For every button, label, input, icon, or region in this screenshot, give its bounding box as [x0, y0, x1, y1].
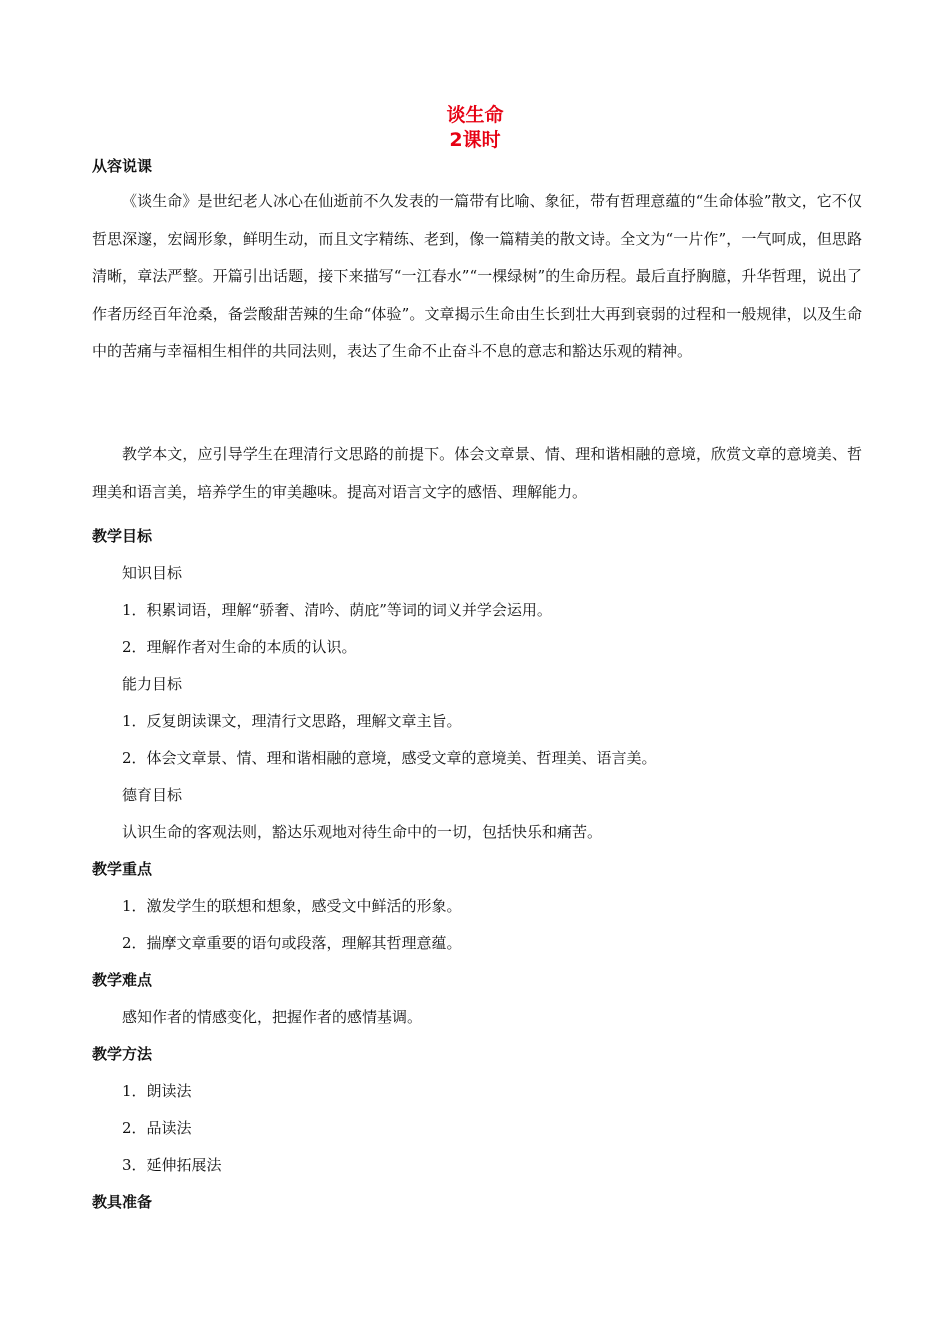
goal-knowledge-item: 2．理解作者对生命的本质的认识。 [122, 638, 357, 656]
difficulty-item: 感知作者的情感变化，把握作者的感情基调。 [122, 1008, 423, 1026]
method-item: 1．朗读法 [122, 1082, 192, 1100]
key-item: 1．激发学生的联想和想象，感受文中鲜活的形象。 [122, 897, 462, 915]
goal-knowledge-item: 1．积累词语，理解“骄奢、清吟、荫庇”等词的词义并学会运用。 [122, 601, 552, 619]
section-heading-key: 教学重点 [92, 860, 153, 878]
section-heading-difficulty: 教学难点 [92, 971, 153, 989]
intro-paragraph-2: 教学本文，应引导学生在理清行文思路的前提下。体会文章景、情、理和谐相融的意境，欣赏文章的意境美、哲理美和语言美，培养学生的审美趣味。提高对语言文字的感悟、理解能力。 [92, 445, 862, 501]
goal-label-ability: 能力目标 [122, 675, 183, 693]
key-item: 2．揣摩文章重要的语句或段落，理解其哲理意蕴。 [122, 934, 462, 952]
section-heading-goals: 教学目标 [92, 527, 153, 545]
goal-moral-item: 认识生命的客观法则，豁达乐观地对待生命中的一切，包括快乐和痛苦。 [122, 823, 603, 841]
goal-label-knowledge: 知识目标 [122, 564, 183, 582]
goal-ability-item: 2．体会文章景、情、理和谐相融的意境，感受文章的意境美、哲理美、语言美。 [122, 749, 657, 767]
section-heading-tools: 教具准备 [92, 1193, 153, 1211]
goal-ability-item: 1．反复朗读课文，理清行文思路，理解文章主旨。 [122, 712, 462, 730]
section-heading-intro: 从容说课 [92, 157, 153, 175]
section-heading-methods: 教学方法 [92, 1045, 153, 1063]
page-subtitle: 2课时 [449, 129, 501, 151]
page-title: 谈生命 [446, 104, 504, 126]
method-item: 3．延伸拓展法 [122, 1156, 222, 1174]
goal-label-moral: 德育目标 [122, 786, 183, 804]
method-item: 2．品读法 [122, 1119, 192, 1137]
intro-paragraph-1: 《谈生命》是世纪老人冰心在仙逝前不久发表的一篇带有比喻、象征，带有哲理意蕴的“生命体验”散文，它不仅哲思深邃，宏阔形象，鲜明生动，而且文字精练、老到，像一篇精美的散文诗。全文为“一片作”，一气呵成，但思路清晰，章法严整。开篇引出话题，接下来描写“一江春水”“一棵绿树”的生命历程。最后直抒胸臆，升华哲理，说出了作者历经百年沧桑，备尝酸甜苦辣的生命“体验”。文章揭示生命由生长到壮大再到衰弱的过程和一般规律，以及生命中的苦痛与幸福相生相伴的共同法则，表达了生命不止奋斗不息的意志和豁达乐观的精神。 [92, 192, 862, 360]
